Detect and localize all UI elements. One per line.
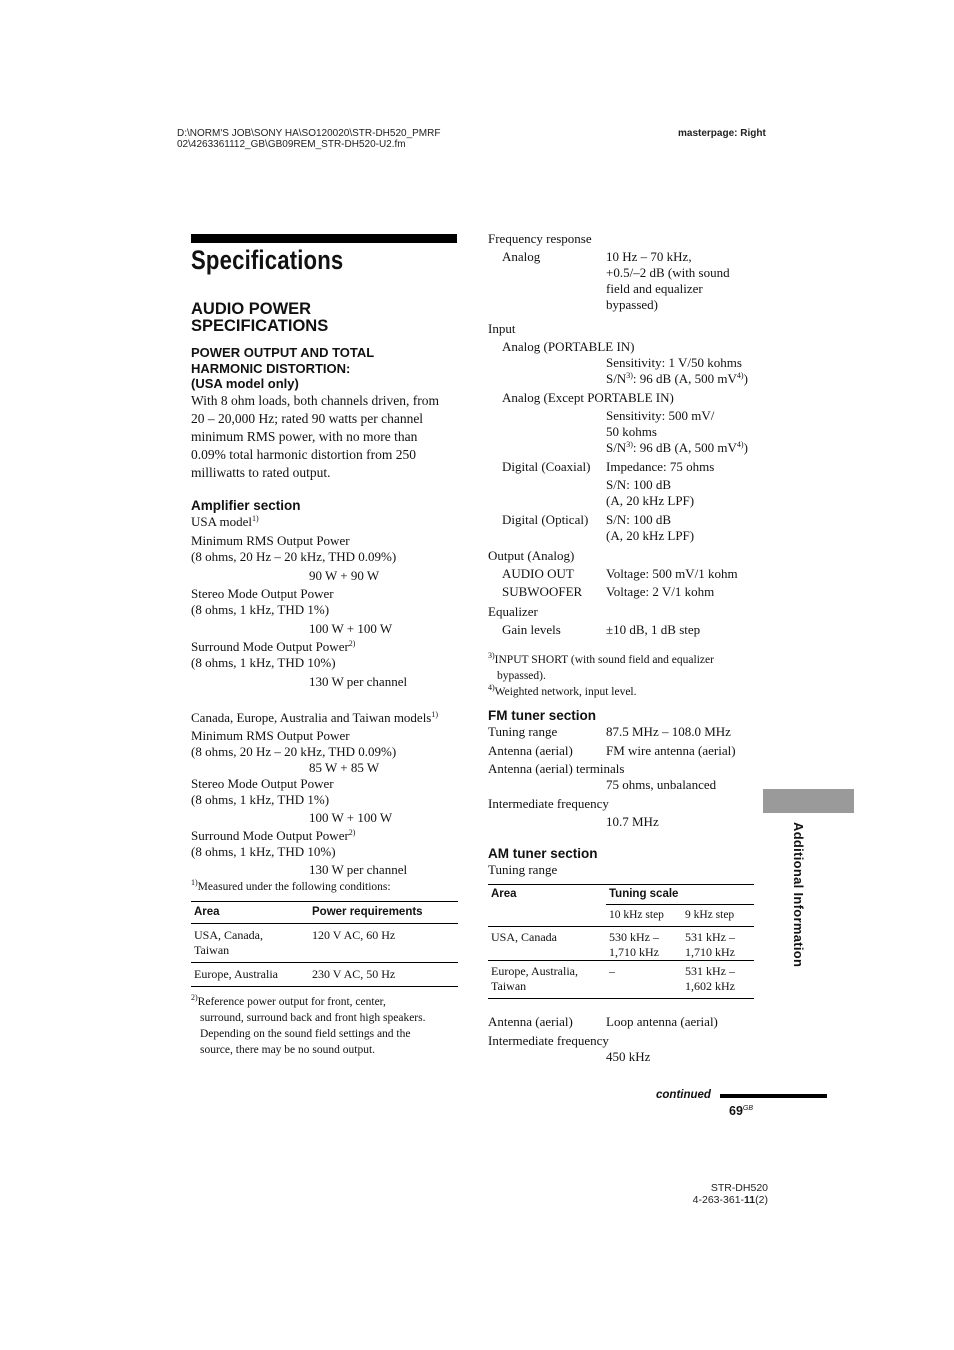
audio-power-section <box>191 301 461 482</box>
table-row: USA, Canada, Taiwan 120 V AC, 60 Hz <box>191 924 458 963</box>
except-values: Sensitivity: 500 mV/ 50 kohms $S/N^{3)}$: 96 dB (A, 500 $mV^{4)}$) <box>606 408 748 455</box>
table-header-9k: 9 kHz step <box>685 909 735 921</box>
input-output-specs <box>488 231 758 700</box>
digital-optical: Digital (Optical) S/N: 100 dB (A, 20 kHz LPF) <box>502 512 695 543</box>
file-path-line1: D:\NORM'S JOB\SONY HA\SO120020\STR-DH520_PMRF <box>177 128 441 139</box>
am-heading: AM tuner section <box>488 846 598 861</box>
am-antenna-row: Antenna (aerial) Loop antenna (aerial) <box>488 1014 718 1029</box>
other-min-rms: Minimum RMS Output Power (8 ohms, 20 Hz – 20 kHz, THD 0.09%) 85 W + 85 W <box>191 728 397 775</box>
fm-heading: FM tuner section <box>488 708 597 723</box>
table-header-scale: Tuning scale <box>606 885 754 905</box>
fm-if-value: 10.7 MHz <box>606 814 659 829</box>
table-row: Europe, Australia, Taiwan – 531 kHz – 1,602 kHz <box>491 964 735 993</box>
section-tab-label <box>786 822 806 982</box>
fm-antenna-row: Antenna (aerial) FM wire antenna (aerial) <box>488 743 736 758</box>
footnote-1: $^{1)}$Measured under the following conditions: <box>191 878 391 893</box>
other-stereo: Stereo Mode Output Power (8 ohms, 1 kHz, THD 1%) 100 W + 100 W <box>191 776 393 825</box>
para-line: 0.09% total harmonic distortion from 250 <box>191 446 416 462</box>
portable-values: Sensitivity: 1 V/50 kohms $S/N^{3)}$: 96 dB (A, 500 $mV^{4)}$) <box>606 355 748 386</box>
model-number: STR-DH520 <box>710 1182 768 1194</box>
part-code: 4-263-361-11(2) <box>692 1194 768 1206</box>
para-line: minimum RMS power, with no more than <box>191 428 418 444</box>
title-rule <box>191 234 457 243</box>
power-output-sub-2: HARMONIC DISTORTION: <box>191 360 351 376</box>
fm-terminals-label: Antenna (aerial) terminals <box>488 761 625 776</box>
masterpage-label: masterpage: Right <box>678 128 766 139</box>
other-surround: Surround Mode Output Power$^{2)}$ (8 ohms, 1 kHz, THD 10%) 130 W per channel <box>191 828 408 877</box>
power-output-paragraph <box>191 392 461 482</box>
file-path-line2: 02\4263361112_GB\GB09REM_STR-DH520-U2.fm <box>177 139 406 150</box>
am-tuner-section <box>488 846 758 1065</box>
usa-model-label: USA model$^{1)}$ <box>191 514 259 529</box>
am-if-label: Intermediate frequency <box>488 1033 609 1048</box>
gain-levels-row: Gain levels ±10 dB, 1 dB step <box>502 622 701 637</box>
analog-except-label: Analog (Except PORTABLE IN) <box>502 390 674 405</box>
fm-if-label: Intermediate frequency <box>488 796 609 811</box>
amplifier-section <box>191 498 461 1058</box>
file-path <box>177 128 440 150</box>
audio-power-heading-2: SPECIFICATIONS <box>191 317 329 335</box>
power-output-sub-3: (USA model only) <box>191 376 299 391</box>
power-output-sub-1: POWER OUTPUT AND TOTAL <box>191 345 375 360</box>
am-if-value: 450 kHz <box>606 1049 651 1064</box>
other-models-label: Canada, Europe, Australia and Taiwan models$^{1)}$ <box>191 710 439 725</box>
amplifier-heading: Amplifier section <box>191 498 301 513</box>
analog-freq: Analog 10 Hz – 70 kHz, +0.5/–2 dB (with sound field and equalizer bypassed) <box>502 249 730 312</box>
usa-surround: Surround Mode Output Power$^{2)}$ (8 ohms, 1 kHz, THD 10%) 130 W per channel <box>191 639 408 689</box>
footnote-2: $^{2)}$Reference power output for front, center, surround, surround back and front high speakers. Depending on the sound field settings and the source, there may be no sound output. <box>191 993 426 1056</box>
subwoofer-row: SUBWOOFER Voltage: 2 V/1 kohm <box>502 584 715 599</box>
fm-tuning-row: Tuning range 87.5 MHz – 108.0 MHz <box>488 724 731 739</box>
section-tab-marker <box>763 789 854 813</box>
power-requirements-table <box>191 901 458 987</box>
digital-coax: Digital (Coaxial) Impedance: 75 ohms S/N: 100 dB (A, 20 kHz LPF) <box>502 459 715 508</box>
analog-portable-label: Analog (PORTABLE IN) <box>502 339 635 354</box>
table-row: USA, Canada 530 kHz – 1,710 kHz 531 kHz – 1,710 kHz <box>488 927 754 961</box>
para-line: milliwatts to rated output. <box>191 464 331 480</box>
page-title-wrap <box>191 245 377 275</box>
table-header-power: Power requirements <box>312 906 423 918</box>
para-line: 20 – 20,000 Hz; rated 90 watts per channel <box>191 410 424 426</box>
table-header-10k: 10 kHz step <box>609 909 664 921</box>
table-header-area: Area <box>488 885 606 927</box>
am-tuning-label: Tuning range <box>488 862 558 877</box>
table-row: Europe, Australia 230 V AC, 50 Hz <box>194 967 396 981</box>
output-analog-label: Output (Analog) <box>488 548 575 563</box>
usa-min-rms: Minimum RMS Output Power (8 ohms, 20 Hz – 20 kHz, THD 0.09%) 90 W + 90 W <box>191 533 397 583</box>
table-header-area: Area <box>194 906 220 918</box>
page-number: $69^{GB}$ <box>729 1104 754 1118</box>
table-header-row <box>488 885 754 905</box>
fm-terminals-value: 75 ohms, unbalanced <box>606 777 717 792</box>
audio-power-heading-1: AUDIO POWER <box>191 300 312 318</box>
table-header-row <box>191 902 458 924</box>
section-tab-text: Additional Information <box>791 822 806 968</box>
para-line: With 8 ohm loads, both channels driven, from <box>191 392 440 408</box>
input-label: Input <box>488 321 516 336</box>
freq-response-label: Frequency response <box>488 231 592 246</box>
am-tuning-table <box>488 884 754 999</box>
continued-label: continued <box>656 1089 711 1101</box>
continued-rule <box>720 1094 827 1098</box>
footnote-4: $^{4)}$Weighted network, input level. <box>488 683 637 698</box>
fm-tuner-section <box>488 708 758 830</box>
page-title: Specifications <box>191 245 344 275</box>
equalizer-label: Equalizer <box>488 604 538 619</box>
usa-stereo: Stereo Mode Output Power (8 ohms, 1 kHz, THD 1%) 100 W + 100 W <box>191 586 393 636</box>
audio-out-row: AUDIO OUT Voltage: 500 mV/1 kohm <box>502 566 738 581</box>
footnote-3: $^{3)}$INPUT SHORT (with sound field and equalizer bypassed). <box>488 651 714 682</box>
